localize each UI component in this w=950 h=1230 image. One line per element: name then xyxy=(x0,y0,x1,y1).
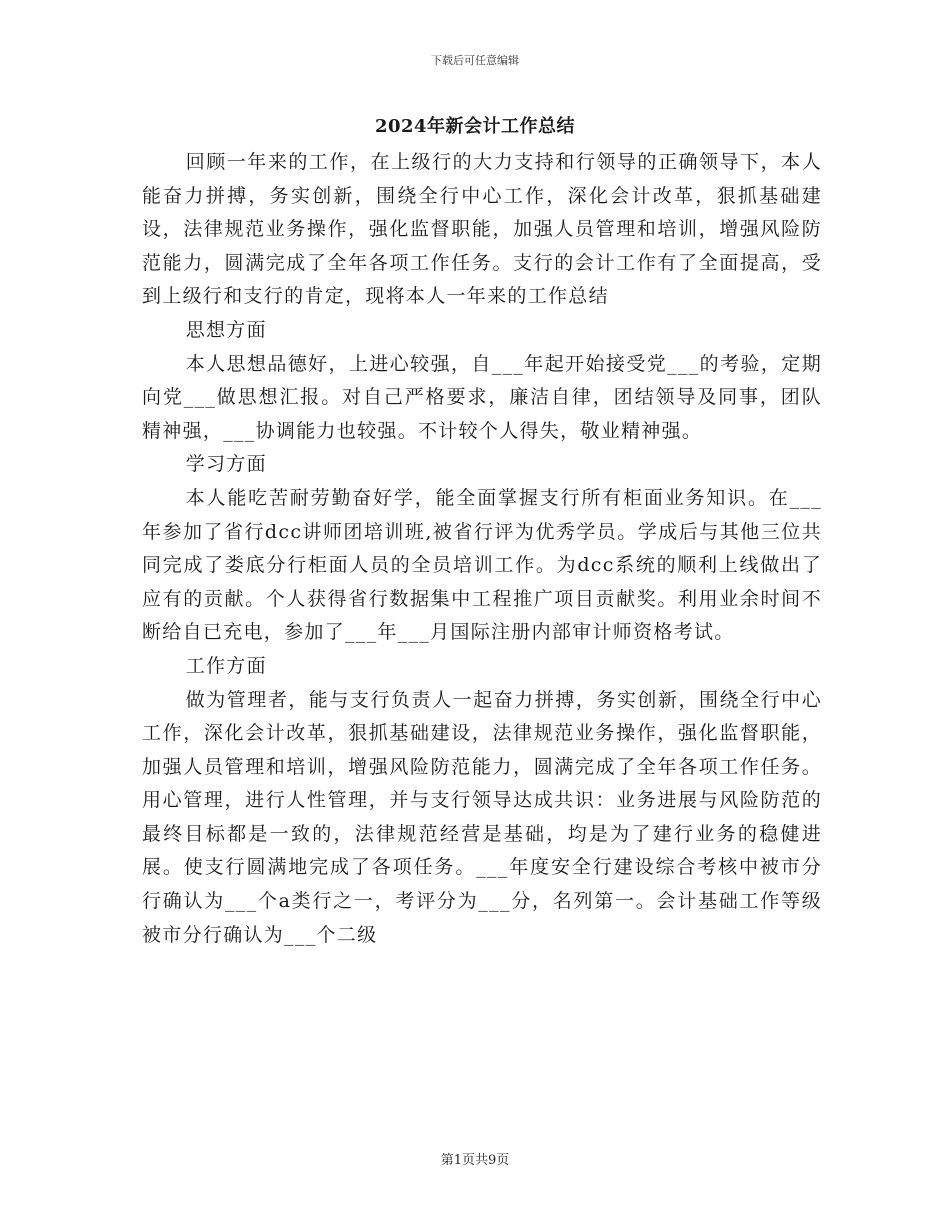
document-title: 2024年新会计工作总结 xyxy=(374,116,576,137)
document-body xyxy=(142,146,822,952)
page-number: 第1页共9页 xyxy=(440,1153,510,1168)
section-heading-work: 工作方面 xyxy=(185,654,267,677)
page-header-note: 下载后可任意编辑 xyxy=(431,54,519,67)
section-heading-thought: 思想方面 xyxy=(185,318,267,341)
intro-paragraph: 回顾一年来的工作，在上级行的大力支持和行领导的正确领导下，本人能奋力拼搏，务实创新，围绕全行中心工作，深化会计改革，狠抓基础建设，法律规范业务操作，强化监督职能，加强人员管理和培训，增强风险防范能力，圆满完成了全年各项工作任务。支行的会计工作有了全面提高，受到上级行和支行的肯定，现将本人一年来的工作总结 xyxy=(142,151,822,308)
section-text-work: 做为管理者，能与支行负责人一起奋力拼搏，务实创新，围绕全行中心工作，深化会计改革，狠抓基础建设，法律规范业务操作，强化监督职能，加强人员管理和培训，增强风险防范能力，圆满完成了全年各项工作任务。用心管理，进行人性管理，并与支行领导达成共识：业务进展与风险防范的最终目标都是一致的，法律规范经营是基础，均是为了建行业务的稳健进展。使支行圆满地完成了各项任务。___年度安全行建设综合考核中被市分行确认为___个a类行之一，考评分为___分，名列第一。会计基础工作等级被市分行确认为___个二级 xyxy=(142,688,822,946)
section-text-study: 本人能吃苦耐劳勤奋好学，能全面掌握支行所有柜面业务知识。在___年参加了省行dcc讲师团培训班,被省行评为优秀学员。学成后与其他三位共同完成了娄底分行柜面人员的全员培训工作。为dcc系统的顺利上线做出了应有的贡献。个人获得省行数据集中工程推广项目贡献奖。利用业余时间不断给自已充电，参加了___年___月国际注册内部审计师资格考试。 xyxy=(142,486,822,644)
section-heading-study: 学习方面 xyxy=(185,453,267,476)
section-text-thought: 本人思想品德好，上进心较强，自___年起开始接受党___的考验，定期向党___做思想汇报。对自己严格要求，廉洁自律，团结领导及同事，团队精神强，___协调能力也较强。不计较个人得失，敬业精神强。 xyxy=(142,352,822,442)
